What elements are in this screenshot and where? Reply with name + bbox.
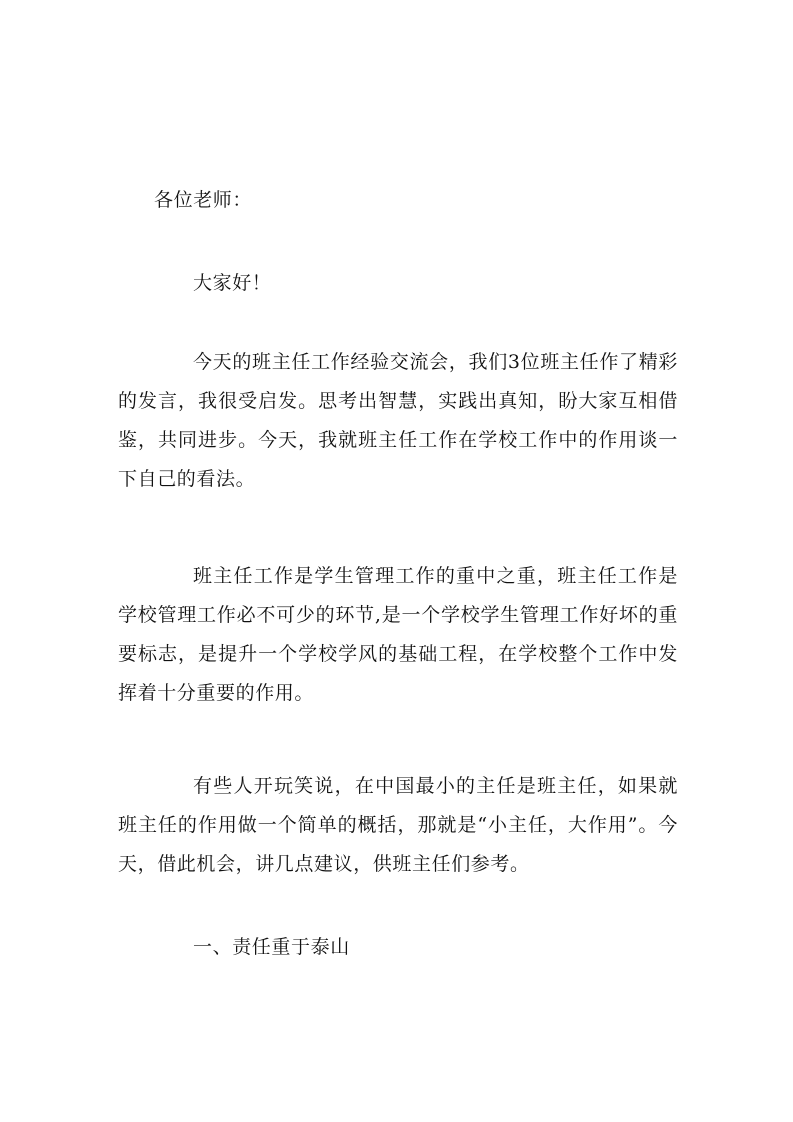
paragraph-suggestions: 有些人开玩笑说，在中国最小的主任是班主任，如果就班主任的作用做一个简单的概括，那就是“小主任，大作用”。今天，借此机会，讲几点建议，供班主任们参考。 — [118, 775, 678, 875]
paragraph-importance: 班主任工作是学生管理工作的重中之重，班主任工作是学校管理工作必不可少的环节,是一个学校学生管理工作好坏的重要标志，是提升一个学校学风的基础工程，在学校整个工作中发挥着十分重要的作用。 — [118, 565, 678, 704]
paragraph-intro: 今天的班主任工作经验交流会，我们3位班主任作了精彩的发言，我很受启发。思考出智慧，实践出真知，盼大家互相借鉴，共同进步。今天，我就班主任工作在学校工作中的作用谈一下自己的看法。 — [118, 351, 678, 490]
greeting: 大家好！ — [193, 272, 272, 294]
salutation: 各位老师： — [154, 189, 253, 211]
section-heading: 一、责任重于泰山 — [193, 936, 350, 958]
